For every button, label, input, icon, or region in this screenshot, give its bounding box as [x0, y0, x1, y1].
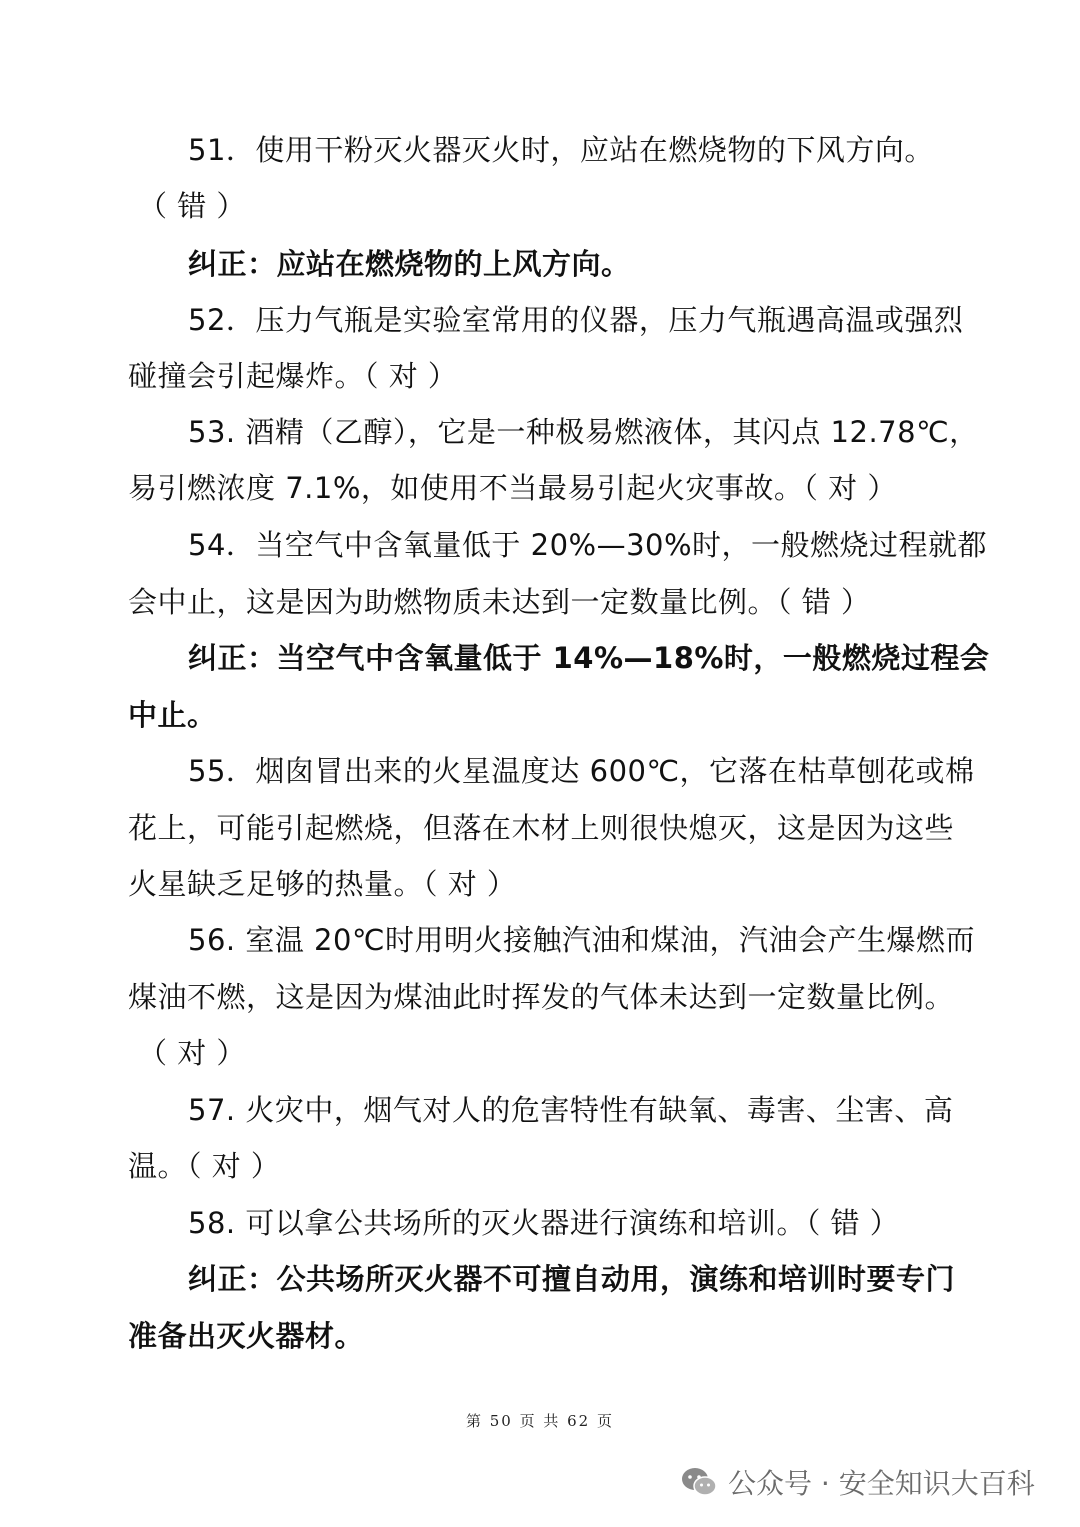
item-58-line-1: 58. 可以拿公共场所的灭火器进行演练和培训。（ 错 ）	[188, 1206, 900, 1240]
item-53-line-2: 易引燃浓度 7.1%，如使用不当最易引起火灾事故。（ 对 ）	[128, 471, 897, 505]
item-54-correction-line-2: 中止。	[128, 698, 217, 732]
item-55-line-2: 花上，可能引起燃烧，但落在木材上则很快熄灭，这是因为这些	[128, 811, 955, 845]
item-56-line-2: 煤油不燃，这是因为煤油此时挥发的气体未达到一定数量比例。	[128, 980, 955, 1014]
item-55-line-3: 火星缺乏足够的热量。（ 对 ）	[128, 867, 517, 901]
item-56-line-3: （ 对 ）	[138, 1036, 246, 1070]
watermark-text: 公众号 · 安全知识大百科	[728, 1467, 1035, 1500]
item-58-correction-line-2: 准备出灭火器材。	[128, 1319, 365, 1353]
item-53-line-1: 53. 酒精（乙醇），它是一种极易燃液体，其闪点 12.78℃，	[188, 415, 979, 449]
item-58-correction-line-1: 纠正：公共场所灭火器不可擅自动用，演练和培训时要专门	[188, 1262, 956, 1296]
item-55-line-1: 55．烟囱冒出来的火星温度达 600℃，它落在枯草刨花或棉	[188, 754, 975, 788]
wechat-icon	[680, 1466, 718, 1498]
item-51-correction: 纠正：应站在燃烧物的上风方向。	[188, 247, 631, 281]
item-54-line-2: 会中止，这是因为助燃物质未达到一定数量比例。（ 错 ）	[128, 585, 871, 619]
item-57-line-1: 57. 火灾中，烟气对人的危害特性有缺氧、毒害、尘害、高	[188, 1093, 954, 1127]
item-54-line-1: 54．当空气中含氧量低于 20%—30%时，一般燃烧过程就都	[188, 528, 988, 562]
item-51-line-1: 51．使用干粉灭火器灭火时，应站在燃烧物的下风方向。	[188, 133, 934, 167]
item-56-line-1: 56. 室温 20℃时用明火接触汽油和煤油，汽油会产生爆燃而	[188, 923, 976, 957]
page-number-footer: 第 50 页 共 62 页	[465, 1412, 614, 1430]
item-57-line-2: 温。（ 对 ）	[128, 1149, 281, 1183]
item-52-line-1: 52．压力气瓶是实验室常用的仪器，压力气瓶遇高温或强烈	[188, 303, 964, 337]
wechat-watermark	[680, 1462, 1035, 1502]
item-54-correction-line-1: 纠正：当空气中含氧量低于 14%—18%时，一般燃烧过程会	[188, 641, 990, 675]
item-51-line-2: （ 错 ）	[138, 189, 246, 223]
item-52-line-2: 碰撞会引起爆炸。（ 对 ）	[128, 359, 458, 393]
